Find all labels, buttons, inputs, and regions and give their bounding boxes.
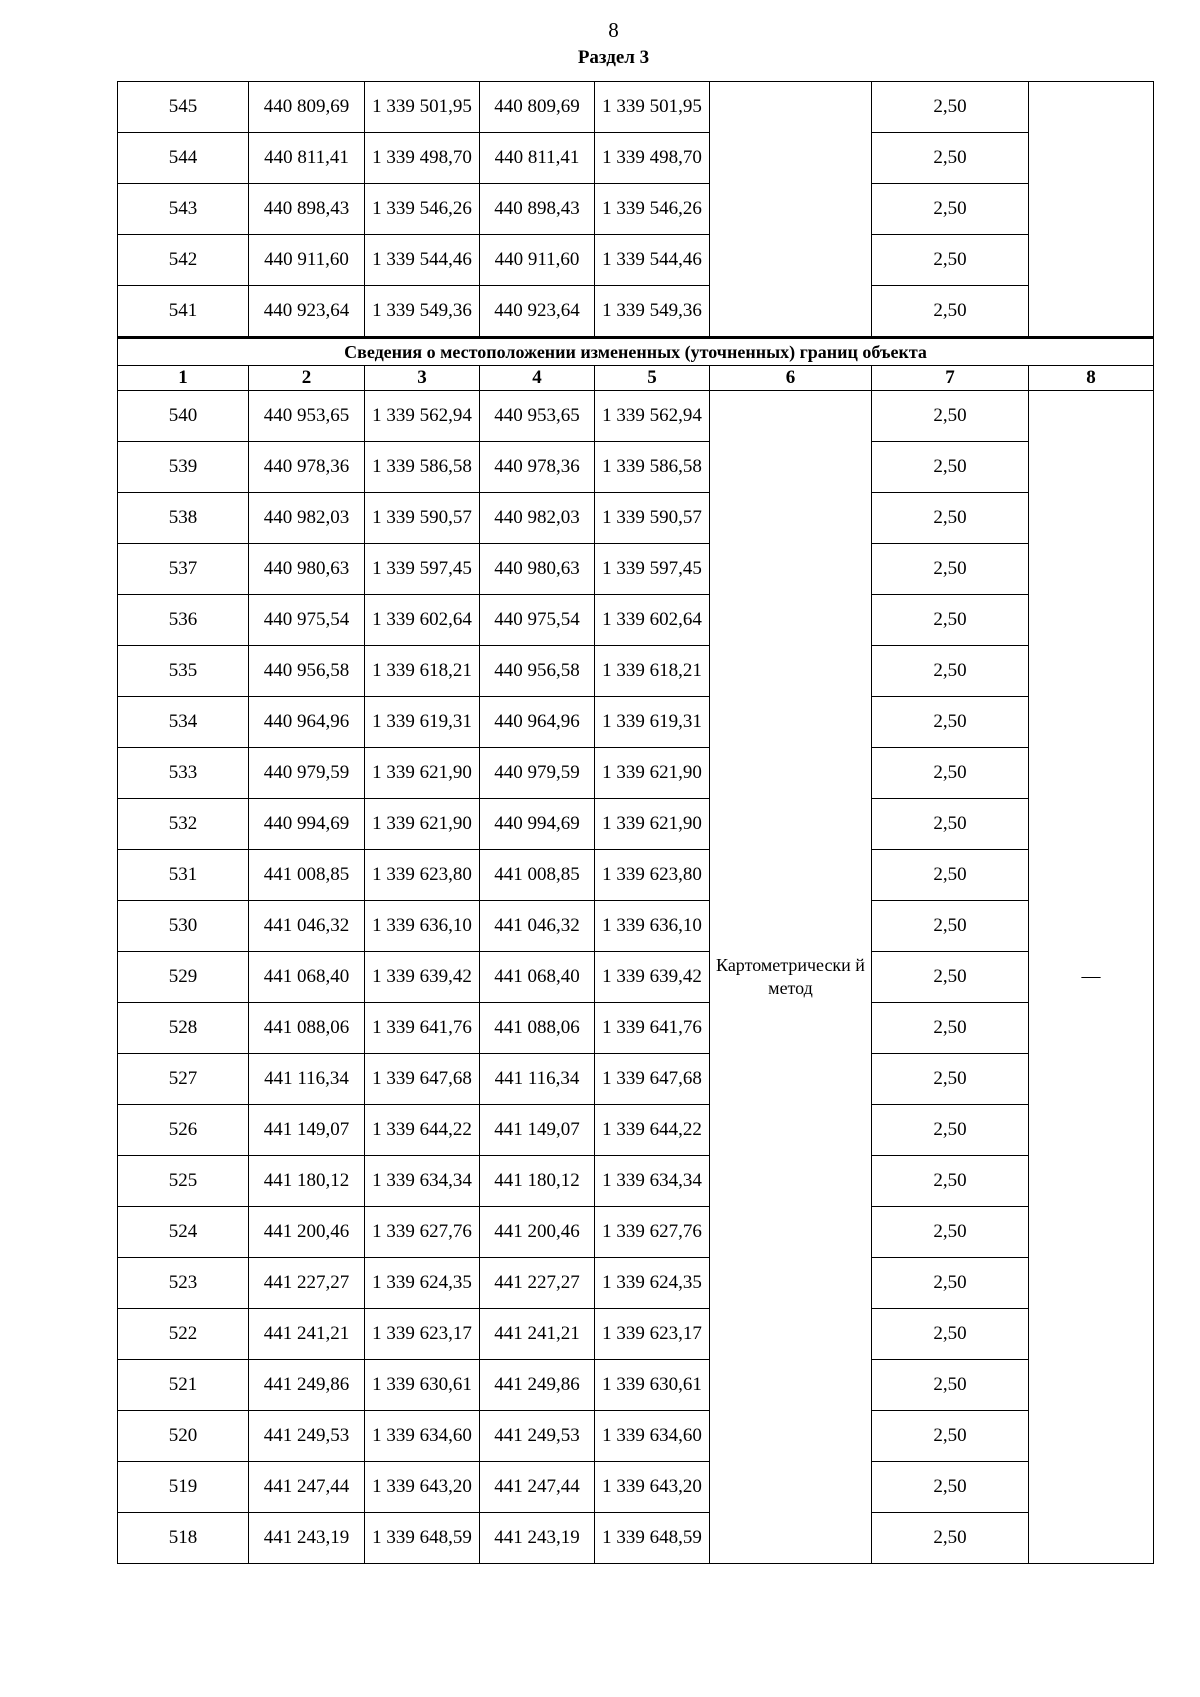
table-cell: 440 923,64 bbox=[480, 286, 595, 338]
table-cell: 441 149,07 bbox=[480, 1105, 595, 1156]
table-cell: 1 339 602,64 bbox=[365, 595, 480, 646]
table-cell: 440 978,36 bbox=[480, 442, 595, 493]
table-row bbox=[118, 748, 1154, 799]
table-cell: 441 068,40 bbox=[480, 952, 595, 1003]
table-cell: 1 339 648,59 bbox=[595, 1513, 710, 1564]
table-cell: 441 247,44 bbox=[480, 1462, 595, 1513]
table-cell: 440 978,36 bbox=[249, 442, 365, 493]
table-cell: 1 339 602,64 bbox=[595, 595, 710, 646]
table-cell: 1 339 546,26 bbox=[595, 184, 710, 235]
table-cell: 1 339 549,36 bbox=[365, 286, 480, 338]
table-cell: 1 339 623,80 bbox=[595, 850, 710, 901]
section-title: Раздел 3 bbox=[577, 47, 650, 68]
table-cell: 528 bbox=[118, 1003, 249, 1054]
table-cell: 441 227,27 bbox=[249, 1258, 365, 1309]
table-cell: 1 339 634,60 bbox=[595, 1411, 710, 1462]
table-cell: 441 241,21 bbox=[480, 1309, 595, 1360]
table-cell: 441 249,86 bbox=[249, 1360, 365, 1411]
column-number: 2 bbox=[249, 366, 365, 391]
table-cell: 1 339 639,42 bbox=[595, 952, 710, 1003]
table-cell: 527 bbox=[118, 1054, 249, 1105]
table-cell: 440 809,69 bbox=[480, 82, 595, 133]
table-cell: 532 bbox=[118, 799, 249, 850]
table-row bbox=[118, 1360, 1154, 1411]
table-caption: Сведения о местоположении измененных (уточненных) границ объекта bbox=[118, 338, 1154, 366]
table-cell: 441 068,40 bbox=[249, 952, 365, 1003]
table-cell: 441 149,07 bbox=[249, 1105, 365, 1156]
table-cell: 440 975,54 bbox=[249, 595, 365, 646]
table-cell: 2,50 bbox=[872, 850, 1029, 901]
table-cell: 440 923,64 bbox=[249, 286, 365, 338]
table-cell: 1 339 590,57 bbox=[595, 493, 710, 544]
table-cell: 441 200,46 bbox=[249, 1207, 365, 1258]
table-cell: 1 339 647,68 bbox=[595, 1054, 710, 1105]
table-cell: 2,50 bbox=[872, 544, 1029, 595]
table-row bbox=[118, 391, 1154, 442]
table-row bbox=[118, 493, 1154, 544]
table-cell: 440 964,96 bbox=[480, 697, 595, 748]
table-cell: 441 180,12 bbox=[249, 1156, 365, 1207]
table-cell: 2,50 bbox=[872, 1513, 1029, 1564]
table-cell: 440 975,54 bbox=[480, 595, 595, 646]
table-row bbox=[118, 646, 1154, 697]
table-cell: 441 243,19 bbox=[480, 1513, 595, 1564]
column-number: 3 bbox=[365, 366, 480, 391]
column-number: 7 bbox=[872, 366, 1029, 391]
table-cell: 441 046,32 bbox=[249, 901, 365, 952]
table-cell: 2,50 bbox=[872, 1360, 1029, 1411]
table-row bbox=[118, 595, 1154, 646]
table-row bbox=[118, 235, 1154, 286]
page-number: 8 bbox=[608, 18, 619, 42]
table-cell: 2,50 bbox=[872, 1207, 1029, 1258]
table-cell: 440 979,59 bbox=[249, 748, 365, 799]
table-row bbox=[118, 1156, 1154, 1207]
table-cell: 1 339 544,46 bbox=[365, 235, 480, 286]
table-row bbox=[118, 544, 1154, 595]
table-cell: 1 339 501,95 bbox=[595, 82, 710, 133]
table-cell: 440 911,60 bbox=[249, 235, 365, 286]
table-cell: 1 339 590,57 bbox=[365, 493, 480, 544]
table-row bbox=[118, 82, 1154, 133]
table-cell: 2,50 bbox=[872, 1462, 1029, 1513]
table-cell: 2,50 bbox=[872, 595, 1029, 646]
table-cell: 441 243,19 bbox=[249, 1513, 365, 1564]
table-row bbox=[118, 1258, 1154, 1309]
column-number: 1 bbox=[118, 366, 249, 391]
table-cell: 2,50 bbox=[872, 442, 1029, 493]
column-number-row bbox=[118, 366, 1154, 391]
table-cell: 1 339 544,46 bbox=[595, 235, 710, 286]
table-cell: 440 994,69 bbox=[480, 799, 595, 850]
table-cell: 535 bbox=[118, 646, 249, 697]
table-cell: 1 339 630,61 bbox=[365, 1360, 480, 1411]
table-cell: 1 339 621,90 bbox=[595, 799, 710, 850]
table-cell: 1 339 498,70 bbox=[595, 133, 710, 184]
coordinates-table bbox=[117, 81, 1154, 1564]
table-cell: 2,50 bbox=[872, 1309, 1029, 1360]
table-cell: 441 249,53 bbox=[480, 1411, 595, 1462]
table-cell: 2,50 bbox=[872, 184, 1029, 235]
table-cell: 529 bbox=[118, 952, 249, 1003]
table-cell: 1 339 627,76 bbox=[365, 1207, 480, 1258]
table-row bbox=[118, 1309, 1154, 1360]
table-cell: 533 bbox=[118, 748, 249, 799]
table-row bbox=[118, 1105, 1154, 1156]
table-cell: 1 339 627,76 bbox=[595, 1207, 710, 1258]
table-cell: 440 964,96 bbox=[249, 697, 365, 748]
table-cell: 539 bbox=[118, 442, 249, 493]
table-cell: 440 982,03 bbox=[249, 493, 365, 544]
table-cell: 537 bbox=[118, 544, 249, 595]
table-cell: 1 339 624,35 bbox=[365, 1258, 480, 1309]
table-cell: 1 339 643,20 bbox=[365, 1462, 480, 1513]
table-cell: 2,50 bbox=[872, 748, 1029, 799]
table-cell: 1 339 623,17 bbox=[595, 1309, 710, 1360]
table-cell: 1 339 634,34 bbox=[595, 1156, 710, 1207]
table-cell: 2,50 bbox=[872, 1003, 1029, 1054]
table-cell: 1 339 636,10 bbox=[595, 901, 710, 952]
table-cell: 441 046,32 bbox=[480, 901, 595, 952]
table-cell: 1 339 618,21 bbox=[365, 646, 480, 697]
table-cell: 531 bbox=[118, 850, 249, 901]
column-number: 5 bbox=[595, 366, 710, 391]
table-cell: 2,50 bbox=[872, 1258, 1029, 1309]
table-cell: 2,50 bbox=[872, 235, 1029, 286]
table-cell: 2,50 bbox=[872, 901, 1029, 952]
table-row bbox=[118, 1411, 1154, 1462]
table-cell: 1 339 549,36 bbox=[595, 286, 710, 338]
table-cell: 441 180,12 bbox=[480, 1156, 595, 1207]
table-cell: 536 bbox=[118, 595, 249, 646]
table-cell: 1 339 634,34 bbox=[365, 1156, 480, 1207]
table-cell: 441 227,27 bbox=[480, 1258, 595, 1309]
table-cell: 2,50 bbox=[872, 952, 1029, 1003]
table-cell: 1 339 621,90 bbox=[365, 748, 480, 799]
table-cell: 440 956,58 bbox=[480, 646, 595, 697]
table-cell: 441 200,46 bbox=[480, 1207, 595, 1258]
table-cell: 2,50 bbox=[872, 697, 1029, 748]
table-cell: 530 bbox=[118, 901, 249, 952]
table-cell: 2,50 bbox=[872, 82, 1029, 133]
table-cell: 1 339 597,45 bbox=[365, 544, 480, 595]
table-cell: 1 339 636,10 bbox=[365, 901, 480, 952]
table-cell: 441 249,86 bbox=[480, 1360, 595, 1411]
table-cell: 1 339 546,26 bbox=[365, 184, 480, 235]
table-cell: 1 339 623,17 bbox=[365, 1309, 480, 1360]
column-number: 8 bbox=[1029, 366, 1154, 391]
table-cell: 440 982,03 bbox=[480, 493, 595, 544]
table-cell: 1 339 643,20 bbox=[595, 1462, 710, 1513]
table-cell: 1 339 647,68 bbox=[365, 1054, 480, 1105]
table-cell: 1 339 639,42 bbox=[365, 952, 480, 1003]
note-cell-empty bbox=[1029, 82, 1154, 338]
table-row bbox=[118, 799, 1154, 850]
table-cell: 545 bbox=[118, 82, 249, 133]
table-cell: 440 956,58 bbox=[249, 646, 365, 697]
table-row bbox=[118, 850, 1154, 901]
table-cell: 1 339 630,61 bbox=[595, 1360, 710, 1411]
table-row bbox=[118, 286, 1154, 338]
table-cell: 542 bbox=[118, 235, 249, 286]
table-cell: 1 339 644,22 bbox=[595, 1105, 710, 1156]
table-row bbox=[118, 952, 1154, 1003]
table-row bbox=[118, 1054, 1154, 1105]
table-cell: 440 809,69 bbox=[249, 82, 365, 133]
table-row bbox=[118, 697, 1154, 748]
note-cell: — bbox=[1029, 391, 1154, 1564]
table-cell: 1 339 648,59 bbox=[365, 1513, 480, 1564]
table-cell: 2,50 bbox=[872, 391, 1029, 442]
table-cell: 2,50 bbox=[872, 493, 1029, 544]
table-cell: 440 980,63 bbox=[249, 544, 365, 595]
table-cell: 1 339 624,35 bbox=[595, 1258, 710, 1309]
table-cell: 440 911,60 bbox=[480, 235, 595, 286]
table-cell: 522 bbox=[118, 1309, 249, 1360]
table-row bbox=[118, 184, 1154, 235]
table-cell: 440 811,41 bbox=[480, 133, 595, 184]
table-cell: 2,50 bbox=[872, 1105, 1029, 1156]
table-row bbox=[118, 901, 1154, 952]
table-cell: 1 339 586,58 bbox=[595, 442, 710, 493]
table-row bbox=[118, 133, 1154, 184]
table-cell: 526 bbox=[118, 1105, 249, 1156]
table-cell: 1 339 597,45 bbox=[595, 544, 710, 595]
table-cell: 441 088,06 bbox=[249, 1003, 365, 1054]
table-cell: 1 339 501,95 bbox=[365, 82, 480, 133]
method-cell-empty bbox=[710, 82, 872, 338]
table-cell: 518 bbox=[118, 1513, 249, 1564]
table-cell: 440 953,65 bbox=[480, 391, 595, 442]
table-cell: 1 339 621,90 bbox=[365, 799, 480, 850]
table-cell: 1 339 586,58 bbox=[365, 442, 480, 493]
table-cell: 544 bbox=[118, 133, 249, 184]
table-row bbox=[118, 1462, 1154, 1513]
table-cell: 543 bbox=[118, 184, 249, 235]
method-cell: Картометрически й метод bbox=[710, 391, 872, 1564]
table-cell: 2,50 bbox=[872, 1411, 1029, 1462]
table-cell: 1 339 498,70 bbox=[365, 133, 480, 184]
table-cell: 519 bbox=[118, 1462, 249, 1513]
table-cell: 538 bbox=[118, 493, 249, 544]
table-cell: 534 bbox=[118, 697, 249, 748]
table-cell: 2,50 bbox=[872, 133, 1029, 184]
table-cell: 1 339 618,21 bbox=[595, 646, 710, 697]
table-row bbox=[118, 1513, 1154, 1564]
table-cell: 1 339 562,94 bbox=[595, 391, 710, 442]
caption-row bbox=[118, 338, 1154, 366]
table-cell: 441 008,85 bbox=[249, 850, 365, 901]
table-cell: 2,50 bbox=[872, 1054, 1029, 1105]
table-row bbox=[118, 442, 1154, 493]
table-cell: 441 008,85 bbox=[480, 850, 595, 901]
table-cell: 441 241,21 bbox=[249, 1309, 365, 1360]
table-cell: 1 339 634,60 bbox=[365, 1411, 480, 1462]
table-cell: 1 339 641,76 bbox=[365, 1003, 480, 1054]
table-cell: 441 247,44 bbox=[249, 1462, 365, 1513]
table-cell: 440 811,41 bbox=[249, 133, 365, 184]
table-cell: 441 088,06 bbox=[480, 1003, 595, 1054]
table-cell: 1 339 619,31 bbox=[365, 697, 480, 748]
table-cell: 441 116,34 bbox=[480, 1054, 595, 1105]
table-cell: 1 339 623,80 bbox=[365, 850, 480, 901]
table-cell: 2,50 bbox=[872, 286, 1029, 338]
table-cell: 1 339 621,90 bbox=[595, 748, 710, 799]
table-cell: 1 339 641,76 bbox=[595, 1003, 710, 1054]
table-cell: 1 339 562,94 bbox=[365, 391, 480, 442]
table-row bbox=[118, 1003, 1154, 1054]
table-cell: 440 898,43 bbox=[480, 184, 595, 235]
table-cell: 2,50 bbox=[872, 799, 1029, 850]
table-cell: 520 bbox=[118, 1411, 249, 1462]
column-number: 4 bbox=[480, 366, 595, 391]
table-cell: 440 953,65 bbox=[249, 391, 365, 442]
table-cell: 2,50 bbox=[872, 646, 1029, 697]
table-cell: 523 bbox=[118, 1258, 249, 1309]
column-number: 6 bbox=[710, 366, 872, 391]
table-cell: 440 898,43 bbox=[249, 184, 365, 235]
table-cell: 524 bbox=[118, 1207, 249, 1258]
table-cell: 540 bbox=[118, 391, 249, 442]
table-cell: 440 980,63 bbox=[480, 544, 595, 595]
table-cell: 440 994,69 bbox=[249, 799, 365, 850]
table-row bbox=[118, 1207, 1154, 1258]
table-cell: 541 bbox=[118, 286, 249, 338]
table-cell: 1 339 644,22 bbox=[365, 1105, 480, 1156]
table-cell: 441 249,53 bbox=[249, 1411, 365, 1462]
table-cell: 525 bbox=[118, 1156, 249, 1207]
table-cell: 440 979,59 bbox=[480, 748, 595, 799]
table-cell: 441 116,34 bbox=[249, 1054, 365, 1105]
table-cell: 1 339 619,31 bbox=[595, 697, 710, 748]
table-cell: 521 bbox=[118, 1360, 249, 1411]
table-cell: 2,50 bbox=[872, 1156, 1029, 1207]
